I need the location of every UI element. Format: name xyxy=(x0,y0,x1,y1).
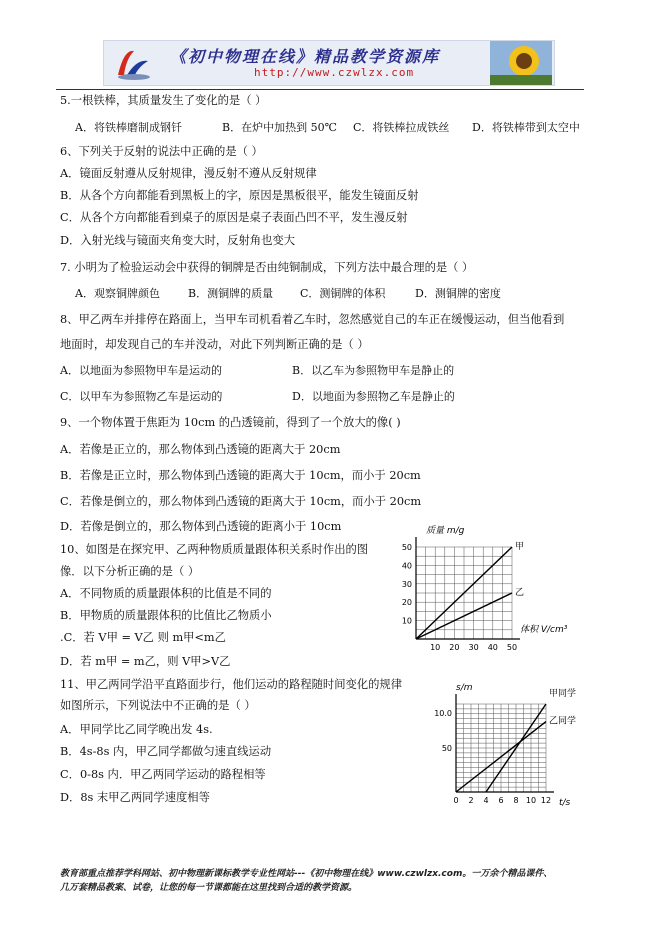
x-tick-label: 40 xyxy=(487,643,498,652)
q5-stem: 5.一根铁棒，其质量发生了变化的是（ ） xyxy=(60,94,267,107)
banner-url[interactable]: http://www.czwlzx.com xyxy=(254,66,415,79)
q9-stem: 9、一个物体置于焦距为 10cm 的凸透镜前，得到了一个放大的像( ) xyxy=(60,416,401,429)
footer-line1: 教育部重点推荐学科网站、初中物理新课标教学专业性网站---《初中物理在线》www.czwlzx.com。一万余个精品课件、 xyxy=(60,869,553,879)
q7-option-a: A．观察铜牌颜色 xyxy=(75,287,160,300)
q8-option-d: D．以地面为参照物乙车是静止的 xyxy=(292,390,455,403)
q6-option-b: B．从各个方向都能看到黑板上的字，原因是黑板很平，能发生镜面反射 xyxy=(60,189,419,202)
x-tick-label: 2 xyxy=(468,796,474,805)
y-tick-label: 10.0 xyxy=(434,708,452,718)
q10-stem-line2: 像．以下分析正确的是（ ） xyxy=(60,565,200,578)
q10-option-d: D．若 m甲 = m乙，则 V甲>V乙 xyxy=(60,655,231,668)
q6-option-a: A．镜面反射遵从反射规律，漫反射不遵从反射规律 xyxy=(60,167,317,180)
q9-option-a: A．若像是正立的，那么物体到凸透镜的距离大于 20cm xyxy=(60,443,341,456)
q11-stem-line1: 11、甲乙两同学沿平直路面步行，他们运动的路程随时间变化的规律 xyxy=(60,678,402,691)
y-tick-label: 40 xyxy=(401,561,412,571)
x-tick-label: 12 xyxy=(540,796,552,805)
q7-option-d: D．测铜牌的密度 xyxy=(415,287,501,300)
x-tick-label: 20 xyxy=(449,643,460,652)
q8-option-a: A．以地面为参照物甲车是运动的 xyxy=(60,364,222,377)
q10-option-c: .C．若 V甲 = V乙 则 m甲<m乙 xyxy=(60,631,226,644)
y-tick-label: 10 xyxy=(401,616,412,626)
site-logo-icon xyxy=(112,45,152,81)
x-axis-label: 体积 V/cm³ xyxy=(520,625,568,635)
x-tick-label: 0 xyxy=(453,796,459,805)
q10-option-b: B．甲物质的质量跟体积的比值比乙物质小 xyxy=(60,609,272,622)
x-tick-label: 8 xyxy=(513,796,519,805)
x-tick-label: 6 xyxy=(498,796,504,805)
q6-option-d: D．入射光线与镜面夹角变大时，反射角也变大 xyxy=(60,234,295,247)
q11-option-d: D．8s 末甲乙两同学速度相等 xyxy=(60,791,210,804)
q11-option-a: A．甲同学比乙同学晚出发 4s. xyxy=(60,723,213,736)
q11-option-b: B．4s-8s 内，甲乙同学都做匀速直线运动 xyxy=(60,745,272,758)
x-tick-label: 10 xyxy=(525,796,537,805)
q9-option-b: B．若像是正立时，那么物体到凸透镜的距离大于 10cm，而小于 20cm xyxy=(60,469,421,482)
q8-stem-line2: 地面时，却发现自己的车并没动，对此下列判断正确的是（ ） xyxy=(60,338,369,351)
series-label: 甲同学 xyxy=(549,689,577,699)
y-axis-label: 质量 m/g xyxy=(426,526,465,536)
x-tick-label: 50 xyxy=(506,643,518,652)
q9-option-d: D．若像是倒立的，那么物体到凸透镜的距离小于 10cm xyxy=(60,520,342,533)
q6-option-c: C．从各个方向都能看到桌子的原因是桌子表面凸凹不平，发生漫反射 xyxy=(60,211,408,224)
q11-stem-line2: 如图所示，下列说法中不正确的是（ ） xyxy=(60,699,256,712)
q8-option-b: B．以乙车为参照物甲车是静止的 xyxy=(292,364,455,377)
y-tick-label: 50 xyxy=(401,543,412,552)
q5-option-b: B．在炉中加热到 50℃ xyxy=(222,121,337,134)
y-tick-label: 20 xyxy=(401,598,412,608)
x-axis-label: t/s xyxy=(559,798,571,808)
banner-title: 《初中物理在线》精品教学资源库 xyxy=(170,47,441,66)
series-label: 甲 xyxy=(515,542,525,552)
header-rule xyxy=(56,89,584,90)
y-tick-label: 50 xyxy=(441,744,452,753)
q5-option-a: A．将铁棒磨制成钢钎 xyxy=(75,121,182,134)
mass-volume-chart xyxy=(398,520,578,655)
q5-option-d: D．将铁棒带到太空中 xyxy=(472,121,580,134)
q8-option-c: C．以甲车为参照物乙车是运动的 xyxy=(60,390,223,403)
q5-option-c: C．将铁棒拉成铁丝 xyxy=(353,121,450,134)
q10-option-a: A．不同物质的质量跟体积的比值是不同的 xyxy=(60,587,272,600)
x-tick-label: 4 xyxy=(483,796,489,805)
q8-stem-line1: 8、甲乙两车并排停在路面上，当甲车司机看着乙车时，忽然感觉自己的车正在缓慢运动，但当他看到 xyxy=(60,313,565,326)
q7-option-c: C．测铜牌的体积 xyxy=(300,287,386,300)
q7-stem: 7. 小明为了检验运动会中获得的铜牌是否由纯铜制成，下列方法中最合理的是（ ） xyxy=(60,261,474,274)
series-label: 乙 xyxy=(515,588,525,598)
x-tick-label: 10 xyxy=(430,643,441,652)
q10-stem-line1: 10、如图是在探究甲、乙两种物质质量跟体积关系时作出的图 xyxy=(60,543,369,556)
q6-stem: 6、下列关于反射的说法中正确的是（ ） xyxy=(60,145,263,158)
sunflower-image xyxy=(490,41,552,85)
x-tick-label: 30 xyxy=(468,643,479,652)
q7-option-b: B．测铜牌的质量 xyxy=(188,287,274,300)
q9-option-c: C．若像是倒立的，那么物体到凸透镜的距离大于 10cm，而小于 20cm xyxy=(60,495,422,508)
q11-option-c: C．0-8s 内．甲乙两同学运动的路程相等 xyxy=(60,768,266,781)
distance-time-chart xyxy=(420,680,580,810)
series-label: 乙同学 xyxy=(549,716,577,727)
footer-line2: 几万套精品教案、试卷，让您的每一节课都能在这里找到合适的教学资源。 xyxy=(60,883,358,893)
y-tick-label: 30 xyxy=(401,579,412,589)
site-banner xyxy=(103,40,555,86)
y-axis-label: s/m xyxy=(456,683,473,693)
